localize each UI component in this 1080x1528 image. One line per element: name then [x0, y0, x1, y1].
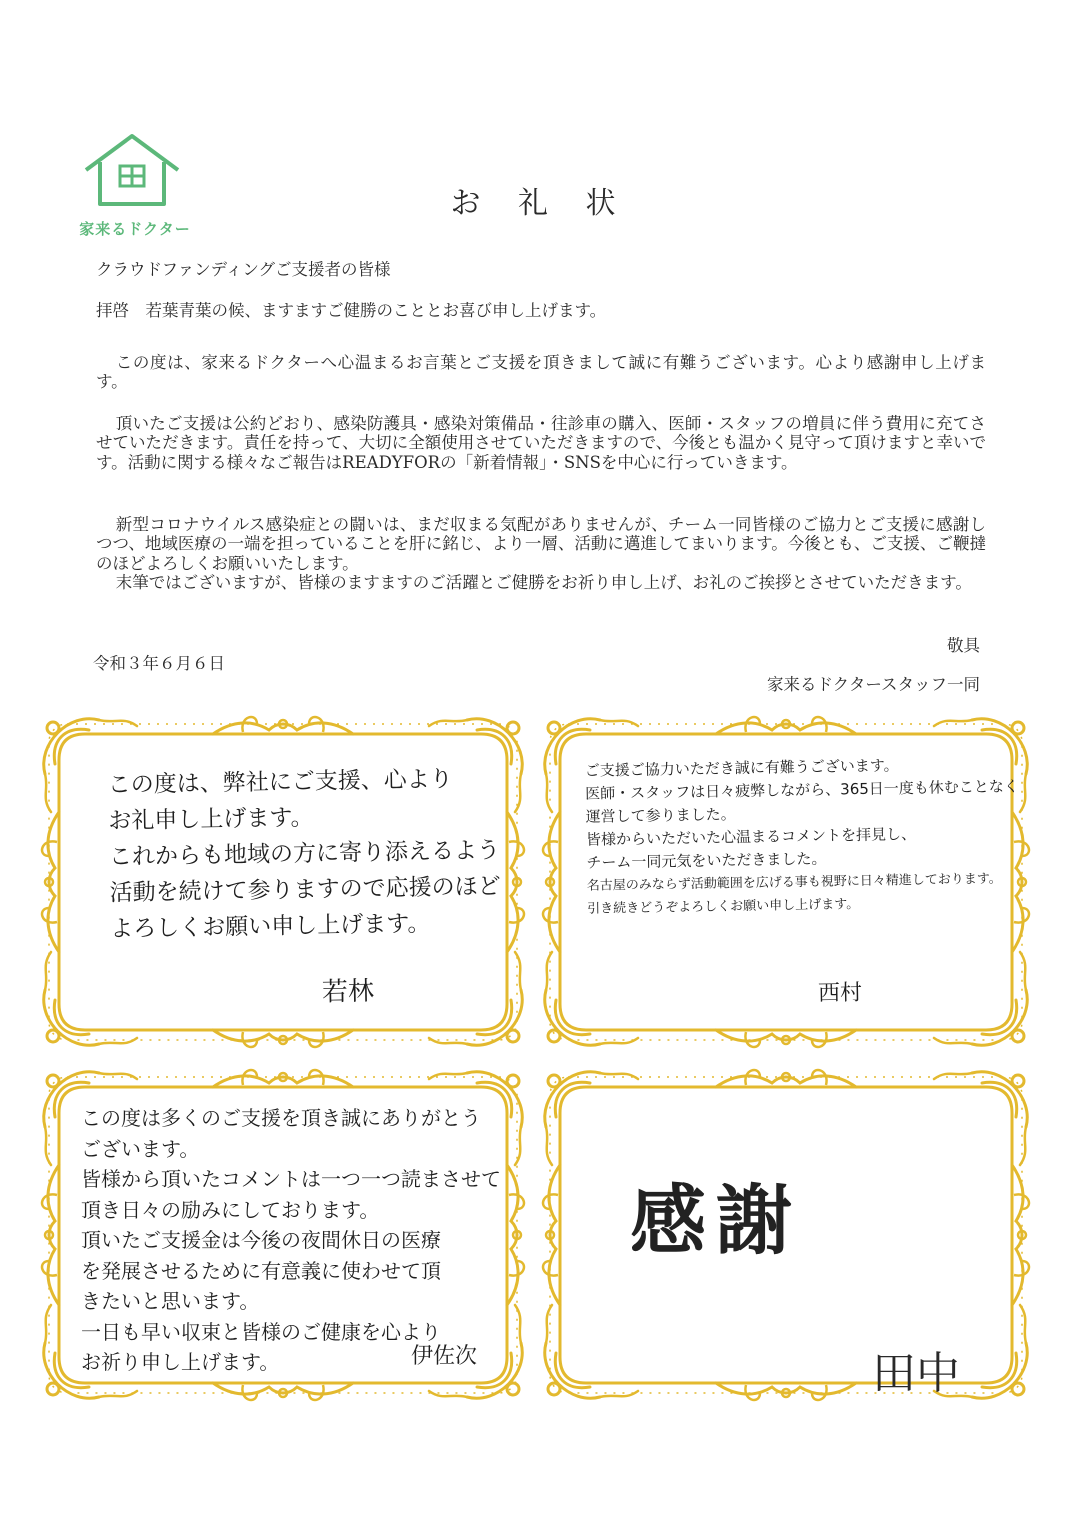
message-card-4 [538, 1065, 1034, 1405]
message-card-1 [37, 712, 529, 1052]
signature: 田中 [872, 1348, 960, 1399]
message-card-3 [37, 1065, 529, 1405]
paragraph-1: この度は、家来るドクターへ心温まるお言葉とご支援を頂きまして誠に有難うございます。心より感謝申し上げます。 [96, 353, 986, 392]
message-card-2 [538, 712, 1034, 1052]
recipient: クラウドファンディングご支援者の皆様 [96, 260, 391, 279]
letter-title: お 礼 状 [450, 186, 630, 221]
handwritten-message: この度は多くのご支援を頂き誠にありがとう ございます。 皆様から頂いたコメントは一つ一つ読まさせて 頂き日々の励みにしております。 頂いたご支援金は今後の夜間休日の医療 を発展させるために有意義に使わせて頂 きたいと思います。 一日も早い収束と皆様のご健康を心より お祈り申し上げます。 [81, 1106, 501, 1374]
logo-text: 家来るドクター [79, 220, 191, 238]
paragraph-3-4 [96, 515, 986, 593]
handwritten-message: この度は、弊社にご支援、心より お礼申し上げます。 これからも地域の方に寄り添えるよう 活動を続けて参りますので応援のほど よろしくお願い申し上げます。 [107, 766, 501, 943]
paragraph-4: 末筆ではございますが、皆様のますますのご活躍とご健勝をお祈り申し上げ、お礼のご挨拶とさせていただきます。 [115, 573, 972, 593]
signature: 西村 [817, 980, 863, 1007]
paragraph-3: 新型コロナウイルス感染症との闘いは、まだ収まる気配がありませんが、チーム一同皆様のご協力とご支援に感謝しつつ、地域医療の一端を担っていることを肝に銘じ、より一層、活動に邁進してまいります。今後とも、ご支援、ご鞭撻のほどよろしくお願いいたします。 [96, 515, 986, 573]
greeting: 拝啓 若葉青葉の候、ますますご健勝のこととお喜び申し上げます。 [96, 301, 607, 320]
sender: 家来るドクタースタッフ一同 [766, 675, 980, 694]
closing: 敬具 [947, 636, 980, 655]
signature: 伊佐次 [411, 1344, 478, 1369]
handwritten-message: ご支援ご協力いただき誠に有難うございます。 医師・スタッフは日々疲弊しながら、365日一度も休むことなく 運営して参りました。 皆様からいただいた心温まるコメントを拝見し、 チーム一同元気をいただきました。 名古屋のみならず活動範囲を広げる事も視野に日々精進しております。 引き続きどうぞよろしくお願い申し上げます。 [584, 756, 1019, 917]
signature: 若林 [321, 976, 375, 1008]
date: 令和３年６月６日 [93, 654, 225, 673]
gratitude-calligraphy: 感謝 [630, 1176, 802, 1265]
paragraph-2: 頂いたご支援は公約どおり、感染防護具・感染対策備品・往診車の購入、医師・スタッフの増員に伴う費用に充てさせていただきます。責任を持って、大切に全額使用させていただきますので、今後とも温かく見守って頂けますと幸いです。活動に関する様々なご報告はREADYFORの「新着情報」・SNSを中心に行っていきます。 [96, 414, 986, 472]
